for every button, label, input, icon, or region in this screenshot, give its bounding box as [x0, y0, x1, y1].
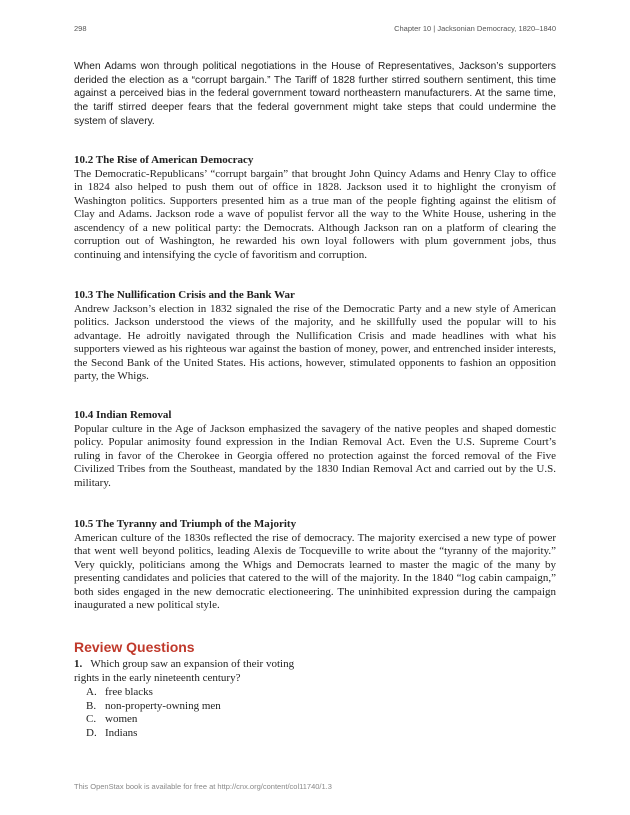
- running-head: Chapter 10 | Jacksonian Democracy, 1820–1840: [394, 24, 556, 33]
- answer-options: [86, 686, 221, 740]
- section-heading: 10.5 The Tyranny and Triumph of the Majority: [74, 518, 297, 530]
- page-footer: This OpenStax book is available for free at http://cnx.org/content/col11740/1.3: [74, 782, 332, 791]
- answer-option: [86, 713, 221, 727]
- question-text: Which group saw an expansion of their voting rights in the early nineteenth century?: [74, 658, 295, 684]
- section-body: Andrew Jackson’s election in 1832 signaled the rise of the Democratic Party and a new style of American politics. Jackson understood the views of the majority, and he skillfully used the popular will to his advantage. He adroitly navigated through the Nullification Crisis and made headlines with what his supporters viewed as his righteous war against the bastion of money, power, and entrenched insider interests, the Second Bank of the United States. His actions, however, stimulated opponents to fashion an opposition party, the Whigs.: [74, 302, 556, 382]
- option-letter: A.: [86, 686, 97, 698]
- option-letter: D.: [86, 726, 97, 739]
- section-body: American culture of the 1830s reflected the rise of democracy. The majority exercised a new type of power that went well beyond politics, leading Alexis de Tocqueville to write about the “tyranny of the majority.” Very quickly, politicians among the Whigs and Democrats learned to master the magic of the many by presenting candidates and policies that catered to the will of the majority. In the 1840 “log cabin campaign,” both sides engaged in the new democratic electioneering. The uninhibited expression during the campaign inaugurated a new political style.: [74, 531, 556, 611]
- option-letter: B.: [86, 699, 97, 712]
- answer-option: [86, 686, 221, 700]
- option-text: women: [105, 713, 138, 725]
- section-tyranny-of-majority: [74, 518, 556, 613]
- option-letter: C.: [86, 713, 97, 725]
- answer-option: [86, 700, 221, 714]
- review-question: [74, 658, 314, 685]
- section-body: Popular culture in the Age of Jackson emphasized the savagery of the native peoples and shaped domestic policy. Popular animosity found expression in the Indian Removal Act. Even the U.S. Supreme Court’s ruling in favor of the Cherokee in Georgia offered no protection against the forced removal of the Five Civilized Tribes from the Southeast, mandated by the 1830 Indian Removal Act and carried out by the U.S. military.: [74, 422, 556, 489]
- section-nullification-crisis: [74, 289, 556, 384]
- question-number: 1.: [74, 658, 83, 670]
- page-number: 298: [74, 24, 87, 33]
- answer-option: [86, 727, 221, 741]
- option-text: Indians: [105, 726, 138, 739]
- section-heading: 10.4 Indian Removal: [74, 409, 172, 421]
- section-body: The Democratic-Republicans’ “corrupt bargain” that brought John Quincy Adams and Henry Clay to office in 1824 also helped to push them out of office in 1828. Jackson used it to highlight the cronyism of Washington politics. Supporters presented him as a true man of the people fighting against the elitism of Clay and Adams. Jackson rode a wave of populist fervor all the way to the White House, ushering in the ascendency of a new political party: the Democrats. Although Jackson ran on a platform of clearing the corruption out of Washington, he rewarded his own loyal followers with plum government jobs, thus continuing and intensifying the cycle of favoritism and corruption.: [74, 167, 556, 261]
- section-heading: 10.2 The Rise of American Democracy: [74, 154, 254, 166]
- section-indian-removal: [74, 409, 556, 490]
- section-rise-of-democracy: [74, 154, 556, 262]
- review-questions-title: Review Questions: [74, 639, 195, 655]
- intro-paragraph: When Adams won through political negotiations in the House of Representatives, Jackson’s supporters derided the election as a “corrupt bargain.” The Tariff of 1828 further stirred southern sentiment, this time against a perceived bias in the federal government toward northeastern manufacturers. At the same time, the tariff stirred deeper fears that the federal government might take steps that could undermine the system of slavery.: [74, 61, 556, 127]
- section-heading: 10.3 The Nullification Crisis and the Bank War: [74, 289, 295, 301]
- option-text: non-property-owning men: [105, 699, 221, 712]
- option-text: free blacks: [105, 686, 153, 698]
- page-header: [74, 24, 556, 38]
